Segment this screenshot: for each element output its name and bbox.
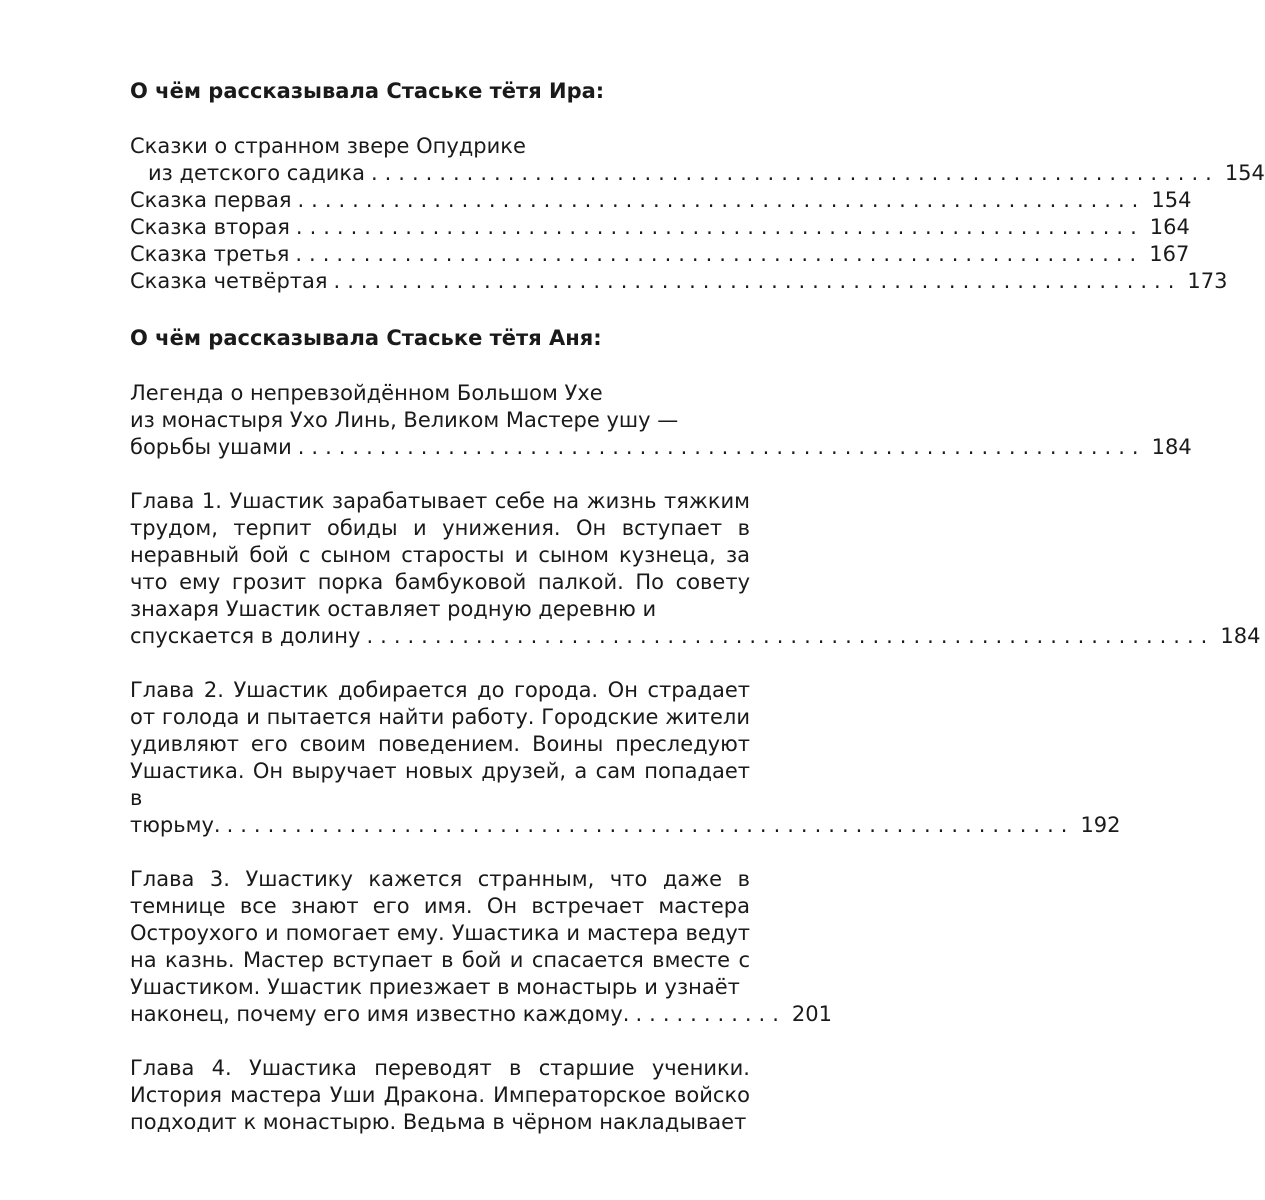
toc-entry-fairy-tales[interactable] [130, 160, 1265, 187]
toc-entry-title: борьбы ушами [130, 435, 292, 459]
toc-content [130, 78, 1265, 1136]
toc-page-number: 167 [1149, 242, 1190, 266]
dot-leader: ........... [635, 1002, 786, 1026]
section-heading-anya: О чём рассказывала Стаське тётя Аня: [130, 326, 602, 350]
toc-page-number: 154 [1151, 188, 1192, 212]
toc-entry[interactable] [130, 187, 1192, 214]
toc-entry-title: из детского садика [148, 161, 365, 185]
toc-entry[interactable] [130, 214, 1190, 241]
dot-leader: .............................................................. [226, 813, 1075, 837]
legend-title-line: Легенда о непревзойдённом Большом Ухе [130, 381, 603, 405]
chapter-summary-end: тюрьму. [130, 813, 221, 837]
toc-entry-title: Сказка вторая [130, 215, 290, 239]
section-heading-ira: О чём рассказывала Стаське тётя Ира: [130, 79, 605, 103]
chapter-entry-3[interactable] [130, 866, 833, 1028]
chapter-summary-end: спускается в долину [130, 624, 361, 648]
chapter-last-line [130, 1001, 833, 1028]
legend-title-line: из монастыря Ухо Линь, Великом Мастере ушу — [130, 408, 679, 432]
dot-leader: .............................................................. [297, 435, 1146, 459]
toc-page-number: 154 [1224, 161, 1265, 185]
toc-entry[interactable] [130, 268, 1228, 295]
dot-leader: .............................................................. [333, 269, 1182, 293]
chapter-last-line [130, 623, 1261, 650]
toc-page-number: 201 [791, 1002, 833, 1026]
toc-entry-fairy-tales-title: Сказки о странном звере Опудрике [130, 134, 526, 158]
chapter-entry-1[interactable] [130, 488, 1261, 650]
chapter-last-line [130, 812, 1121, 839]
toc-entry-title: Сказка первая [130, 188, 292, 212]
chapter-summary: Глава 1. Ушастик зарабатывает себе на жизнь тяжким трудом, терпит обиды и унижения. Он вступает в неравный бой с сыном старосты и сыном кузнеца, за что ему грозит порка бамбуковой палкой. По совету знахаря Ушастик оставляет родную деревню и [130, 489, 750, 621]
dot-leader: .............................................................. [295, 215, 1144, 239]
dot-leader: .............................................................. [366, 624, 1215, 648]
chapter-summary: Глава 4. Ушастика переводят в старшие ученики. История мастера Уши Дракона. Императорское войско подходит к монастырю. Ведьма в чёрном накладывает [130, 1056, 750, 1134]
dot-leader: .............................................................. [295, 242, 1144, 266]
dot-leader: .............................................................. [370, 161, 1219, 185]
toc-entry-legend[interactable] [130, 434, 1192, 461]
chapter-entry-2[interactable] [130, 677, 1121, 839]
toc-entry-title: Сказка четвёртая [130, 269, 328, 293]
toc-page-number: 192 [1080, 813, 1121, 837]
chapter-summary-end: наконец, почему его имя известно каждому. [130, 1002, 630, 1026]
chapter-summary: Глава 3. Ушастику кажется странным, что даже в темнице все знают его имя. Он встречает мастера Остроухого и помогает ему. Ушастика и мастера ведут на казнь. Мастер вступает в бой и спасается вместе с Ушастиком. Ушастик приезжает в монастырь и узнаёт [130, 867, 750, 999]
toc-entry[interactable] [130, 241, 1190, 268]
dot-leader: .............................................................. [297, 188, 1146, 212]
toc-page-number: 184 [1220, 624, 1261, 648]
toc-entry-title: Сказка третья [130, 242, 290, 266]
chapter-entry-4[interactable] [130, 1055, 750, 1136]
toc-page-number: 173 [1187, 269, 1228, 293]
toc-page-number: 164 [1149, 215, 1190, 239]
chapter-summary: Глава 2. Ушастик добирается до города. Он страдает от голода и пытается найти работу. Городские жители удивляют его своим поведением. Воины преследуют Ушастика. Он выручает новых друзей, а сам попадает в [130, 678, 750, 810]
toc-page-number: 184 [1151, 435, 1192, 459]
